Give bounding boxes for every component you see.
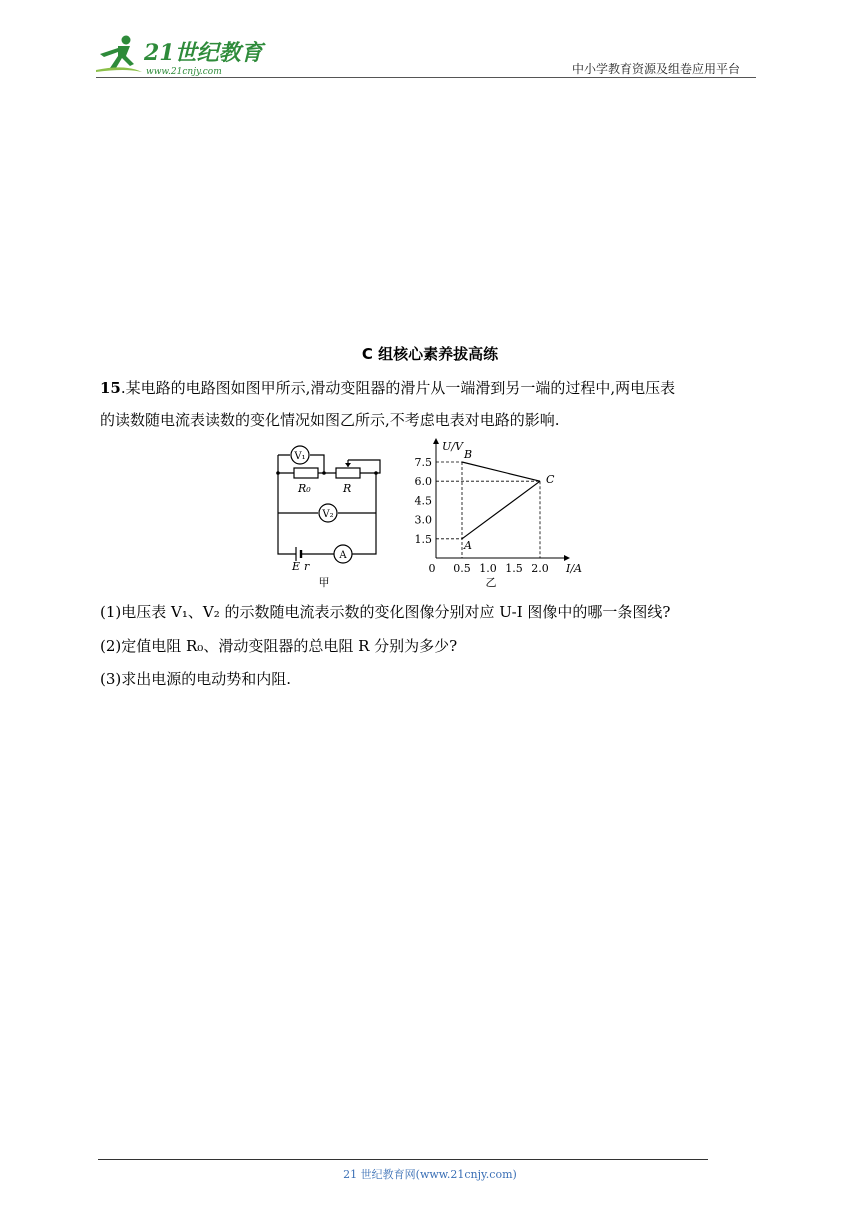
y-tick-label: 4.5: [414, 494, 432, 508]
footer-divider: [98, 1159, 708, 1160]
y-tick-label: 7.5: [414, 456, 432, 469]
ammeter: [334, 545, 352, 563]
site-logo: [96, 34, 266, 78]
x-axis-arrow: [564, 555, 570, 561]
x-tick-label: 1.5: [505, 562, 523, 575]
question-number: 15: [100, 379, 121, 397]
v1-label: V₁: [294, 451, 306, 462]
internal-resistance-label: r: [304, 560, 310, 573]
x-tick-label: 1.0: [479, 562, 497, 575]
emf-label: E: [292, 560, 301, 573]
ui-graph: [404, 436, 594, 588]
v2-label: V₂: [322, 509, 334, 520]
voltmeter-v2: [319, 504, 337, 522]
series-line-bc: [462, 462, 540, 481]
question-text-line1: .某电路的电路图如图甲所示,滑动变阻器的滑片从一端滑到另一端的过程中,两电压表: [120, 379, 676, 397]
origin-label: 0: [428, 562, 436, 575]
y-axis-label: U/V: [442, 440, 463, 453]
circuit-diagram: [268, 440, 392, 590]
point-label-a: A: [464, 538, 472, 552]
point-label-b: B: [464, 448, 473, 461]
graph-caption: 乙: [485, 576, 497, 588]
sub-question-1: (1)电压表 V₁、V₂ 的示数随电流表示数的变化图像分别对应 U-I 图像中的哪一条图线?: [100, 603, 671, 621]
question-stem: [100, 372, 760, 436]
logo-text: 21世纪教育: [144, 40, 263, 66]
x-tick-label: 2.0: [531, 562, 549, 575]
point-label-c: C: [546, 473, 555, 487]
y-tick-label: 1.5: [414, 532, 432, 546]
ammeter-label: A: [339, 550, 347, 561]
logo-url: www.21cnjy.com: [146, 67, 222, 77]
x-tick-label: 0.5: [453, 562, 471, 575]
y-tick-label: 3.0: [414, 513, 432, 527]
footer-text: 21 世纪教育网(www.21cnjy.com): [343, 1168, 517, 1181]
sub-question-2: (2)定值电阻 R₀、滑动变阻器的总电阻 R 分别为多少?: [100, 637, 458, 655]
r0-label: R₀: [298, 482, 311, 495]
header-divider: [96, 77, 756, 78]
r-label: R: [343, 482, 352, 495]
voltmeter-v1: [291, 446, 309, 464]
section-title: C 组核心素养拔高练: [361, 345, 499, 363]
y-tick-label: 6.0: [414, 475, 432, 489]
runner-icon: [96, 36, 142, 73]
x-axis-label: I/A: [566, 562, 582, 575]
platform-name: 中小学教育资源及组卷应用平台: [572, 62, 741, 76]
circuit-caption: 甲: [318, 576, 330, 589]
series-line-ac: [462, 481, 540, 539]
question-text-line2: 的读数随电流表读数的变化情况如图乙所示,不考虑电表对电路的影响.: [100, 411, 560, 429]
y-axis-arrow: [433, 438, 439, 444]
sub-question-3: (3)求出电源的电动势和内阻.: [100, 670, 292, 688]
